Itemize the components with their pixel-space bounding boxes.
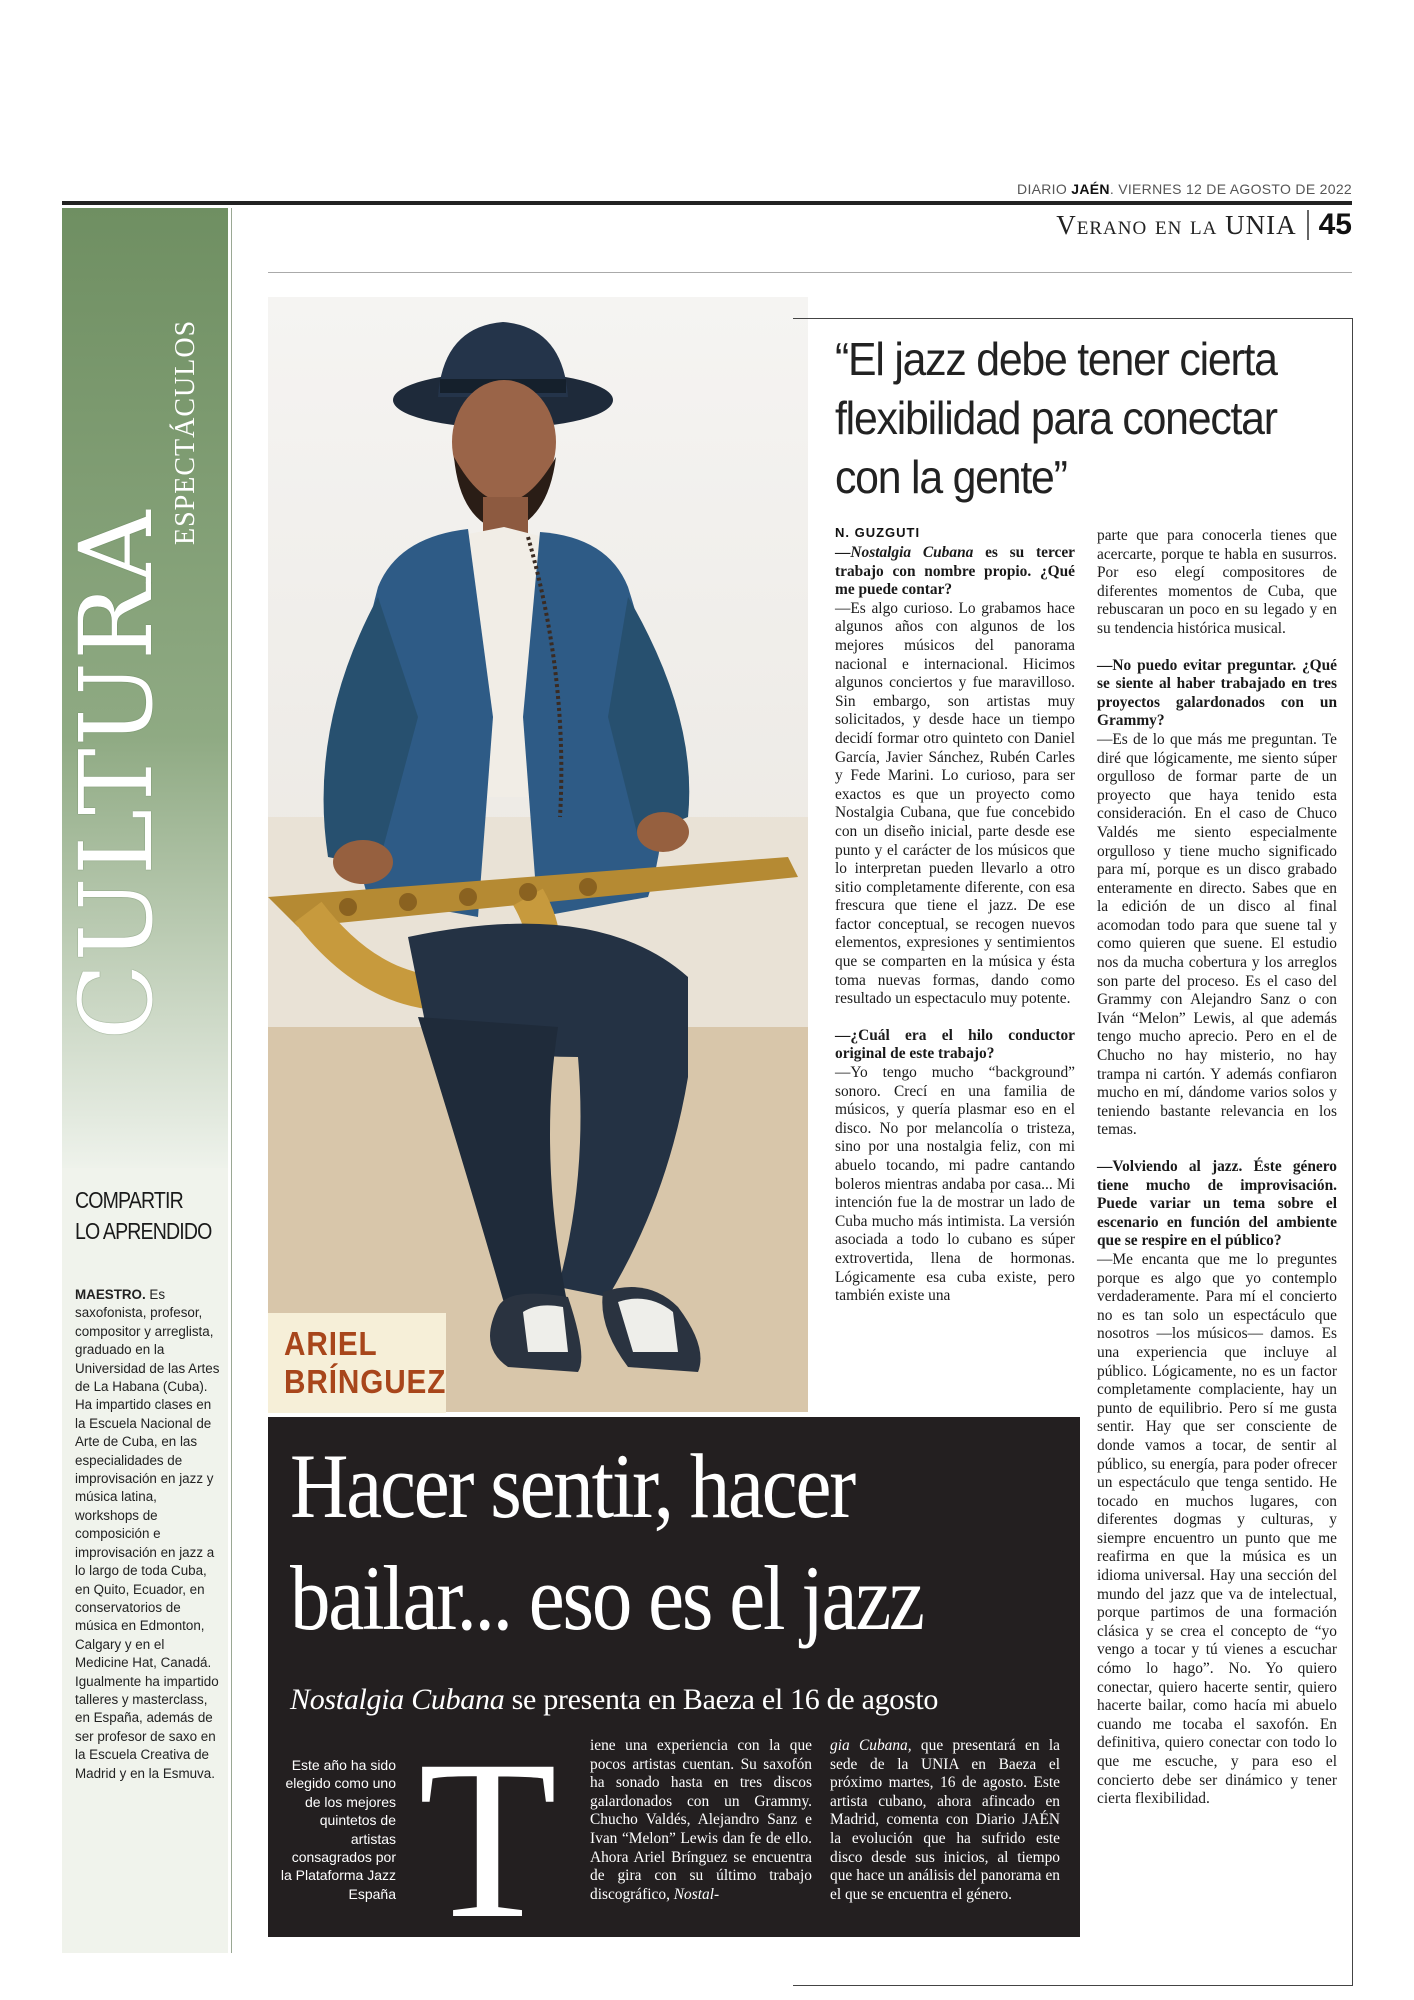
paper-name: DIARIO bbox=[1017, 181, 1068, 197]
interview-column-1 bbox=[835, 544, 1075, 1306]
subheadline bbox=[290, 1683, 1080, 1717]
interview-frame-top bbox=[793, 318, 1353, 319]
answer-1: —Es algo curioso. Lo grabamos hace algunos años con algunos de los mejores músicos del panorama nacional e internacional. Hicimos algunos conciertos y fue maravilloso. Sin embargo, son artistas muy solicitados, y desde hace un tiempo decidí formar otro quinteto con Daniel García, Javier Sánchez, Rubén Carles y Fede Marini. Lo curioso, para ser exactos es que un proyecto como Nostalgia Cubana, que fue concebido con un diseño inicial, parte desde ese punto y el carácter de los músicos que lo interpretan pueden llevarlo a otro sitio completamente diferente, con esa frescura que tiene el jazz. De ese factor conceptual, se recogen nuevos elementos, expresiones y sentimientos que se comparten en la música y ésta toma nuevas formas, dando como resultado un espectaculo muy potente. bbox=[835, 599, 1075, 1008]
paper-name-bold: JAÉN bbox=[1071, 181, 1110, 197]
name-line1: ARIEL bbox=[284, 1325, 378, 1362]
headline bbox=[290, 1430, 1082, 1654]
question-1-title: Nostalgia Cubana bbox=[850, 544, 974, 561]
question-3: —No puedo evitar preguntar. ¿Qué se siente al haber trabajado en tres proyectos galardonados con un Grammy? bbox=[1097, 656, 1337, 730]
answer-3: —Es de lo que más me preguntan. Te diré que lógicamente, me siento súper orgulloso de formar parte de un proyecto que haya tenido esta consideración. En el caso de Chuco Valdés me siento especialmente orgulloso y tiene mucho significado para mí, porque es un disco grabado enteramente en directo. Sabes que en la edición de un disco al final acomodan todo para que suene tal y como quieren que suene. El estudio nos da mucha cobertura y los arreglos son parte del proceso. Es el caso del Grammy con Alejandro Sanz o con Iván “Melon” Lewis, al que además tengo mucho aprecio. Pero en el de Chucho no hay misterio, no hay trampa ni cartón. Y además confiaron mucho en mí, dándome varios solos y teniendo bastante relevancia en los temas. bbox=[1097, 730, 1337, 1139]
page-number: 45 bbox=[1318, 208, 1352, 241]
question-1-dash: — bbox=[835, 544, 851, 561]
article-body-1-title: Nostal- bbox=[669, 1885, 720, 1903]
question-1 bbox=[835, 544, 1075, 600]
subheadline-text: se presenta en Baeza el 16 de agosto bbox=[504, 1683, 939, 1716]
headline-line1: Hacer sentir, hacer bbox=[290, 1435, 855, 1537]
sidebar-box-title-line1: COMPARTIR bbox=[75, 1187, 183, 1213]
question-2: —¿Cuál era el hilo conductor original de este trabajo? bbox=[835, 1026, 1075, 1063]
article-body-2: que presentará en la sede de la UNIA en Baeza el próximo martes, 16 de agosto. Este artista cubano, ahora afincado en Madrid, comenta con Diario JAÉN la evolución que ha sufrido este disco desde sus inicios, al tiempo que hace un análisis del panorama en el que se encuentra el género. bbox=[830, 1737, 1060, 1903]
drop-cap: T bbox=[418, 1714, 558, 1966]
portrait-photo bbox=[268, 297, 808, 1412]
section-divider bbox=[1307, 210, 1309, 240]
pull-quote: “El jazz debe tener cierta flexibilidad para conectar con la gente” bbox=[835, 333, 1277, 503]
lead-text: Este año ha sido elegido como uno de los mejores quintetos de artistas consagrados por la Plataforma Jazz España bbox=[280, 1757, 396, 1902]
answer-2: —Yo tengo mucho “background” sonoro. Crecí en una familia de músicos, y quería plasmar eso en el disco. No por melancolía o tristeza, sino por una nostalgia feliz, con mi abuelo tocando, mi padre cantando boleros mientras andaba por casa... Mi intención fue la de mostrar un lado de Cuba mucho más intimista. La versión asociada a todo lo cubano es súper extrovertida, llena de hormonas. Lógicamente esa cuba existe, pero también existe una bbox=[835, 1064, 1075, 1305]
answer-2-continued: parte que para conocerla tienes que acercarte, porque te habla en susurros. Por eso elegí compositores de diferentes momentos de Cuba, que rebuscaran un poco en su legado y en su tendencia histórica musical. bbox=[1097, 527, 1337, 637]
header-rule bbox=[268, 272, 1352, 273]
sidebar-rule bbox=[231, 208, 232, 1953]
article-column-2 bbox=[830, 1737, 1060, 1904]
section-name: CULTURA bbox=[58, 508, 175, 1040]
sidebar-box-lead: MAESTRO. bbox=[75, 1287, 146, 1302]
subheadline-title: Nostalgia Cubana bbox=[290, 1683, 505, 1716]
question-1-text: es su tercer trabajo con nombre propio. ¿Qué me puede contar? bbox=[835, 544, 1075, 599]
name-line2: BRÍNGUEZ bbox=[284, 1363, 447, 1400]
sidebar-box-title bbox=[75, 1185, 228, 1247]
sidebar-box-body: Es saxofonista, profesor, compositor y arreglista, graduado en la Universidad de las Artes de La Habana (Cuba). Ha impartido clases en la Escuela Nacional de Arte de Cuba, en las especialidades de improvisación en jazz y música latina, workshops de composición e improvisación en jazz a lo largo de toda Cuba, en Quito, Ecuador, en conservatorios de música en Edmonton, Calgary y en el Medicine Hat, Canadá. Igualmente ha impartido talleres y masterclass, en España, además de ser profesor de saxo en la Escuela Creativa de Madrid y en la Esmuva. bbox=[75, 1287, 220, 1781]
byline: N. GUZGUTI bbox=[835, 525, 921, 540]
sidebar-box-title-line2: LO APRENDIDO bbox=[75, 1218, 212, 1244]
answer-4: —Me encanta que me lo preguntes porque es algo que yo contemplo verdaderamente. Para mí el concierto no es tan solo un espectáculo que nosotros —los músicos— damos. Es una experiencia que incluye al público. Lógicamente, no es un factor completamente complaciente, hay un punto de equilibrio. Pero sí me gusta sentir. Hay que ser consciente de donde vamos a tocar, de sentir al público, su energía, para poder ofrecer un espectáculo que tenga sentido. He tocado en muchos lugares, con diferentes dogmas y culturas, y siempre encuentro un punto que me reafirma en que la música es un idioma universal. Hay una sección del mundo del jazz que va de intelectual, porque partimos de una formación clásica y se crea el concepto de “yo vengo a tocar y tú vienes a escuchar cómo lo hago”. No. Yo quiero conectar, quiero hacerte sentir, quiero hacerte bailar, como hacía mi abuelo cuando me tocaba el saxofón. En definitiva, quiero conectar con todo lo que me escuche, y para eso el concierto debe ser dinámico y tener cierta flexibilidad. bbox=[1097, 1250, 1337, 1808]
interview-column-2 bbox=[1097, 527, 1337, 1809]
sidebar-box-text bbox=[75, 1286, 221, 1783]
question-4: —Volviendo al jazz. Éste género tiene mucho de improvisación. Puede variar un tema sobre el escenario en función del ambiente que se respire en el público? bbox=[1097, 1158, 1337, 1250]
dateline bbox=[1017, 181, 1352, 197]
article-body-1: iene una experiencia con la que pocos artistas cuentan. Su saxofón ha sonado hasta en tres discos galardonados con un Grammy. Chucho Valdés, Alejandro Sanz e Ivan “Melon” Lewis dan fe de ello. Ahora Ariel Brínguez se encuentra de gira con su último trabajo discográfico, bbox=[590, 1737, 812, 1903]
name-label bbox=[268, 1313, 446, 1413]
saxophonist-illustration bbox=[268, 297, 808, 1412]
article-column-1 bbox=[590, 1737, 812, 1904]
top-rule bbox=[62, 201, 1352, 205]
section-title: Verano en la UNIA bbox=[1056, 209, 1297, 240]
article-body-2-title: gia Cubana, bbox=[830, 1737, 912, 1754]
date-text: . VIERNES 12 DE AGOSTO DE 2022 bbox=[1109, 181, 1352, 197]
subsection-name: ESPECTÁCULOS bbox=[170, 319, 201, 545]
headline-line2: bailar... eso es el jazz bbox=[290, 1547, 923, 1649]
section-header bbox=[1056, 208, 1352, 242]
